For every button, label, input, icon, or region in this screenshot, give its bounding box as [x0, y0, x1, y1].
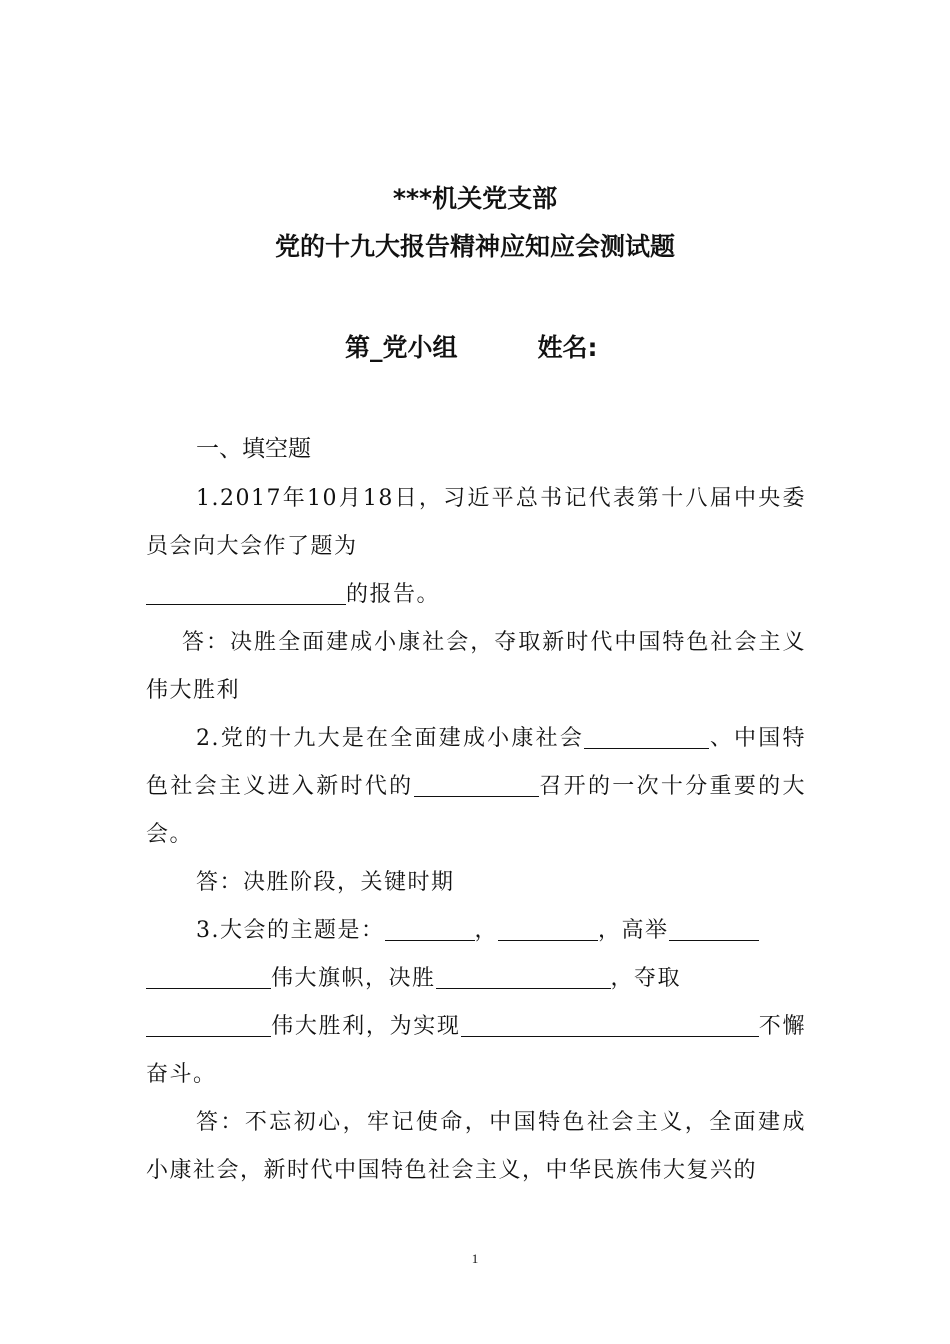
q3-text-2: 伟大旗帜，决胜	[271, 966, 436, 991]
question-3	[146, 907, 806, 1099]
q1-text-2: 的报告。	[346, 582, 441, 607]
q2-text-3: 召开的一次十分重要的大会。	[146, 774, 806, 847]
q2-blank-1	[584, 722, 709, 749]
q2-text-1: 2.党的十九大是在全面建成小康社会	[196, 726, 585, 751]
q3-blank-3a	[669, 914, 759, 941]
answer-2: 答：决胜阶段，关键时期	[196, 870, 455, 895]
q3-text-1: 3.大会的主题是：	[196, 918, 385, 943]
question-2	[146, 715, 806, 859]
answer-3: 答：不忘初心，牢记使命，中国特色社会主义，全面建成小康社会，新时代中国特色社会主义，中华民族伟大复兴的	[146, 1110, 806, 1183]
doc-title-line1: ***机关党支部	[392, 184, 558, 213]
section-title: 一、填空题	[196, 436, 311, 462]
question-1	[146, 475, 806, 619]
group-name-line	[345, 331, 598, 365]
q3-sep-1: ，	[474, 918, 499, 943]
q3-text-3: ，夺取	[610, 966, 682, 991]
name-label: 姓名:	[537, 333, 598, 362]
q1-blank-1	[146, 578, 346, 605]
doc-title-line2: 党的十九大报告精神应知应会测试题	[274, 232, 675, 261]
q3-sep-2: ，高举	[598, 918, 669, 943]
q3-blank-5	[146, 1010, 271, 1037]
answer-1: 答：决胜全面建成小康社会，夺取新时代中国特色社会主义伟大胜利	[146, 630, 806, 703]
group-label: 第_党小组	[345, 333, 458, 362]
q3-text-5: 不懈奋斗。	[146, 1014, 806, 1087]
q2-blank-2	[414, 770, 539, 797]
q3-blank-3b	[146, 962, 271, 989]
question-body	[146, 475, 806, 1195]
q3-blank-6	[461, 1010, 759, 1037]
q2-text-2: 、中国特色社会主义进入新时代的	[146, 726, 806, 799]
q1-text-1: 1.2017年10月18日，习近平总书记代表第十八届中央委员会向大会作了题为	[146, 486, 806, 559]
q3-text-4: 伟大胜利，为实现	[271, 1014, 461, 1039]
page-number: 1	[471, 1251, 479, 1266]
q3-blank-4	[436, 962, 611, 989]
q3-blank-2	[498, 914, 598, 941]
q3-blank-1	[385, 914, 475, 941]
